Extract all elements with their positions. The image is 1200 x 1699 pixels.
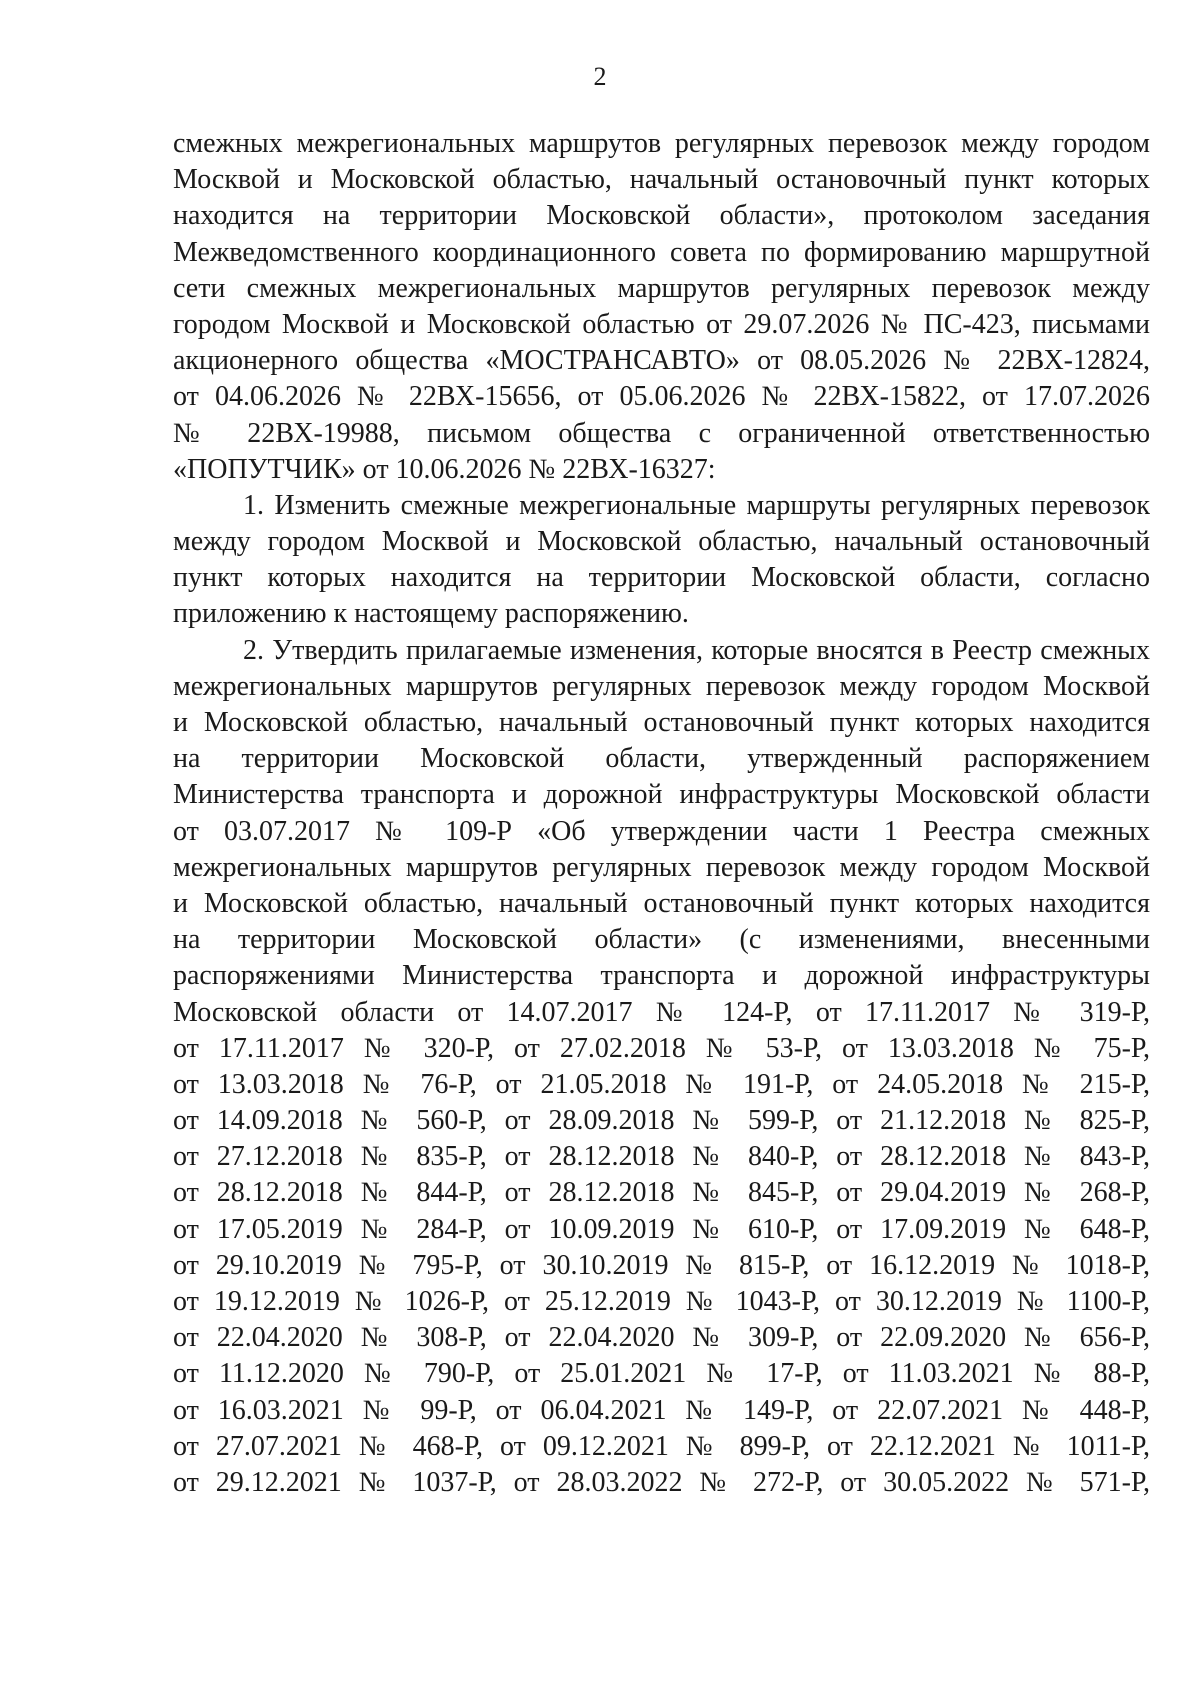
text-line: пункт которых находится на территории Московской области, согласно (173, 562, 1150, 594)
text-line: от 28.12.2018 № 844-Р, от 28.12.2018 № 845-Р, от 29.04.2019 № 268-Р, (173, 1177, 1150, 1209)
text-line: и Московской областью, начальный остановочный пункт которых находится (173, 707, 1150, 738)
paragraph-3 (173, 633, 1150, 1502)
text-line: «ПОПУТЧИК» от 10.06.2026 № 22ВХ-16327: (173, 453, 716, 485)
text-line: межрегиональных маршрутов регулярных перевозок между городом Москвой (173, 851, 1150, 883)
page-number: 2 (593, 62, 607, 91)
text-line: находится на территории Московской области», протоколом заседания (173, 200, 1150, 232)
text-line: от 11.12.2020 № 790-Р, от 25.01.2021 № 17-Р, от 11.03.2021 № 88-Р, (173, 1358, 1150, 1390)
text-line: от 04.06.2026 № 22ВХ-15656, от 05.06.2026 № 22ВХ-15822, от 17.07.2026 (173, 381, 1150, 413)
text-line: акционерного общества «МОСТРАНСАВТО» от 08.05.2026 № 22ВХ-12824, (173, 345, 1150, 377)
text-line: и Московской областью, начальный остановочный пункт которых находится (173, 887, 1150, 919)
paragraph-2 (173, 488, 1150, 633)
text-line: от 17.11.2017 № 320-Р, от 27.02.2018 № 53-Р, от 13.03.2018 № 75-Р, (173, 1032, 1150, 1064)
text-line: от 03.07.2017 № 109-Р «Об утверждении части 1 Реестра смежных (173, 815, 1150, 847)
text-line: 2. Утвердить прилагаемые изменения, которые вносятся в Реестр смежных (243, 634, 1150, 666)
document-body (173, 126, 1150, 1501)
text-line: от 16.03.2021 № 99-Р, от 06.04.2021 № 149-Р, от 22.07.2021 № 448-Р, (173, 1394, 1150, 1426)
text-line: распоряжениями Министерства транспорта и дорожной инфраструктуры (173, 960, 1150, 992)
text-line: Московской области от 14.07.2017 № 124-Р, от 17.11.2017 № 319-Р, (173, 996, 1150, 1028)
text-line: Межведомственного координационного совета по формированию маршрутной (173, 236, 1150, 268)
text-line: на территории Московской области, утвержденный распоряжением (173, 743, 1150, 775)
text-line: от 27.07.2021 № 468-Р, от 09.12.2021 № 899-Р, от 22.12.2021 № 1011-Р, (173, 1430, 1150, 1462)
text-line: № 22ВХ-19988, письмом общества с ограниченной ответственностью (173, 417, 1150, 449)
text-line: от 14.09.2018 № 560-Р, от 28.09.2018 № 599-Р, от 21.12.2018 № 825-Р, (173, 1105, 1150, 1137)
text-line: на территории Московской области» (с изменениями, внесенными (173, 924, 1150, 956)
text-line: сети смежных межрегиональных маршрутов регулярных перевозок между (173, 272, 1150, 304)
text-line: смежных межрегиональных маршрутов регулярных перевозок между городом (173, 128, 1150, 159)
paragraph-1 (173, 126, 1150, 488)
text-line: Москвой и Московской областью, начальный остановочный пункт которых (173, 164, 1150, 196)
text-line: от 29.12.2021 № 1037-Р, от 28.03.2022 № 272-Р, от 30.05.2022 № 571-Р, (173, 1466, 1150, 1498)
text-line: приложению к настоящему распоряжению. (173, 598, 689, 630)
text-line: городом Москвой и Московской областью от 29.07.2026 № ПС-423, письмами (173, 308, 1150, 340)
text-line: от 22.04.2020 № 308-Р, от 22.04.2020 № 309-Р, от 22.09.2020 № 656-Р, (173, 1322, 1150, 1354)
text-line: между городом Москвой и Московской областью, начальный остановочный (173, 526, 1150, 558)
text-line: 1. Изменить смежные межрегиональные маршруты регулярных перевозок (243, 489, 1150, 521)
text-line: от 29.10.2019 № 795-Р, от 30.10.2019 № 815-Р, от 16.12.2019 № 1018-Р, (173, 1249, 1150, 1281)
text-line: от 17.05.2019 № 284-Р, от 10.09.2019 № 610-Р, от 17.09.2019 № 648-Р, (173, 1213, 1150, 1245)
text-line: от 19.12.2019 № 1026-Р, от 25.12.2019 № 1043-Р, от 30.12.2019 № 1100-Р, (173, 1286, 1150, 1317)
text-line: Министерства транспорта и дорожной инфраструктуры Московской области (173, 779, 1150, 811)
text-line: от 13.03.2018 № 76-Р, от 21.05.2018 № 191-Р, от 24.05.2018 № 215-Р, (173, 1068, 1150, 1100)
text-line: межрегиональных маршрутов регулярных перевозок между городом Москвой (173, 670, 1150, 702)
text-line: от 27.12.2018 № 835-Р, от 28.12.2018 № 840-Р, от 28.12.2018 № 843-Р, (173, 1141, 1150, 1173)
